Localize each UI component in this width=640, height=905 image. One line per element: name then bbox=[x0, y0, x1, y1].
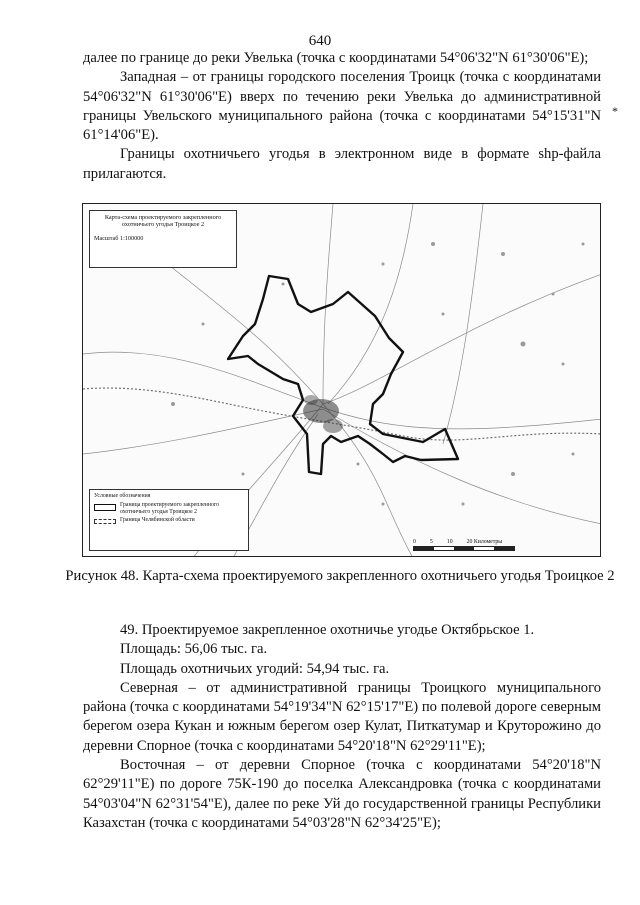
paragraph: 49. Проектируемое закрепленное охотничье угодье Октябрьское 1. bbox=[120, 622, 535, 638]
scale-tick: 5 bbox=[429, 539, 433, 545]
scale-tick: 20 Километры bbox=[466, 539, 503, 545]
scale-bar bbox=[413, 539, 515, 551]
map-scale: Масштаб 1:100000 bbox=[94, 234, 144, 242]
region-boundary-swatch-icon bbox=[94, 519, 116, 524]
paragraph: Площадь охотничьих угодий: 54,94 тыс. га. bbox=[120, 660, 390, 677]
paragraph: Восточная – от деревни Спорное (точка с координатами 54°20'18"N 62°29'11"E) по дороге 75К-190 до поселка Александровка (точка с координатами 54°03'04"N 62°31'54"E), далее по реке Уй до государственной границы Республики Казахстан (точка с координатами 54°03'28"N 62°34'25"E); bbox=[83, 757, 601, 831]
paragraph: далее по границе до реки Увелька (точка с координатами 54°06'32"N 61°30'06"E); bbox=[83, 50, 589, 66]
map-legend bbox=[89, 489, 249, 551]
map-figure bbox=[82, 203, 601, 557]
text-block-bottom bbox=[83, 621, 601, 833]
figure-caption: Рисунок 48. Карта-схема проектируемого закрепленного охотничьего угодья Троицкое 2 bbox=[65, 568, 615, 584]
legend-title: Условные обозначения bbox=[94, 493, 151, 499]
text-block-top bbox=[83, 49, 601, 184]
map-title-box bbox=[89, 210, 237, 268]
legend-item: Граница проектируемого закрепленного охотничьего угодья Троицкое 2 bbox=[94, 502, 244, 516]
page-number: 640 bbox=[308, 33, 332, 49]
thick-boundary-swatch-icon bbox=[94, 504, 116, 511]
paragraph: Северная – от административной границы Троицкого муниципального района (точка с координатами 54°19'34"N 62°15'17"E) по полевой дороге северным берегом озера Кукан и южным берегом озер Кулат, Питкатумар и Круторожино до деревни Спорное (точка с координатами 54°20'18"N 62°29'11"E); bbox=[83, 679, 601, 754]
paragraph: Площадь: 56,06 тыс. га. bbox=[120, 641, 268, 658]
paragraph: Западная – от границы городского поселения Троицк (точка с координатами 54°06'32"N 61°30'06"E) вверх по течению реки Увелька до административной границы Увельского муниципального района (точка с координатами 54°15'31"N 61°14'06"E). bbox=[83, 69, 601, 144]
scale-bar-graphic bbox=[413, 546, 515, 551]
scale-tick: 0 bbox=[413, 539, 416, 545]
paragraph: Границы охотничьего угодья в электронном виде в формате shp-файла прилагаются. bbox=[83, 146, 601, 182]
map-title: Карта-схема проектируемого закрепленного охотничьего угодья Троицкое 2 bbox=[104, 214, 222, 229]
margin-mark: * bbox=[612, 104, 618, 118]
scale-tick: 10 bbox=[446, 539, 453, 545]
legend-item: Граница Челябинской области bbox=[94, 517, 244, 524]
